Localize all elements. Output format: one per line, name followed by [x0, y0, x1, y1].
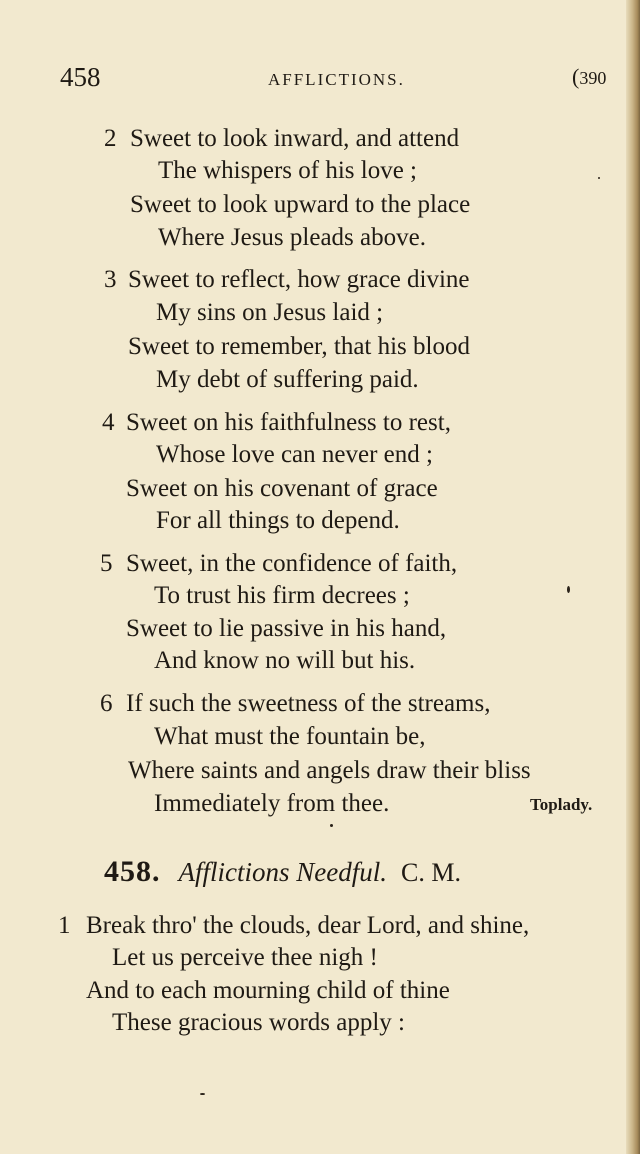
stanza-number: 3 [104, 266, 117, 293]
hymn-heading [104, 855, 461, 889]
stanza-number: 1 [58, 912, 71, 939]
stanza-line: And to each mourning child of thine [86, 977, 450, 1004]
running-title: AFFLICTIONS. [268, 70, 405, 89]
page-header [0, 62, 640, 102]
ink-speck [330, 824, 333, 827]
stanza-line: For all things to depend. [156, 507, 400, 534]
stanza-line: Sweet, in the confidence of faith, [126, 550, 458, 577]
hymn-title: Afflictions Needful. [178, 857, 387, 887]
stanza-line: To trust his firm decrees ; [154, 582, 410, 609]
page-edge [626, 0, 640, 1154]
stanza-number: 6 [100, 690, 113, 717]
stanza-line: Where Jesus pleads above. [158, 224, 426, 251]
stanza-line: And know no will but his. [154, 647, 416, 674]
stanza-line: Sweet on his faithfulness to rest, [126, 409, 451, 436]
ink-speck [567, 586, 570, 593]
hymn-meter: C. M. [400, 858, 461, 887]
stanza-line: Sweet to remember, that his blood [128, 333, 470, 360]
stanza-line: Sweet to look upward to the place [130, 191, 471, 218]
stanza-line: Whose love can never end ; [156, 441, 433, 468]
author-attribution: Toplady. [530, 795, 593, 814]
stanza-number: 2 [104, 125, 117, 152]
stanza-number: 4 [102, 409, 115, 436]
stanza-line: Let us perceive thee nigh ! [112, 944, 378, 971]
stanza-line: Immediately from thee. [154, 790, 390, 817]
ink-speck [200, 1093, 205, 1095]
stanza-line: These gracious words apply : [112, 1009, 405, 1036]
hymn-reference [572, 64, 606, 90]
stanza-line: Break thro' the clouds, dear Lord, and shine, [86, 912, 530, 939]
hymn-number: 458. [104, 855, 161, 888]
stanza-line: What must the fountain be, [154, 723, 426, 750]
page-number: 458 [60, 62, 101, 92]
stanza-line: Where saints and angels draw their bliss [128, 757, 531, 784]
stanza-line: Sweet to lie passive in his hand, [126, 615, 447, 642]
ink-speck [598, 177, 600, 179]
stanza-line: Sweet on his covenant of grace [126, 475, 438, 502]
hymn-ref-number: 390 [579, 68, 607, 88]
stanza-line: My debt of suffering paid. [156, 366, 419, 393]
stanza-line: If such the sweetness of the streams, [126, 690, 491, 717]
stanza-number: 5 [100, 550, 113, 577]
stanza-line: My sins on Jesus laid ; [156, 299, 384, 326]
stanza-line: Sweet to reflect, how grace divine [128, 266, 470, 293]
stanza-line: Sweet to look inward, and attend [130, 125, 460, 152]
hymn-ref-bracket: ( [572, 64, 580, 89]
stanza-line: The whispers of his love ; [158, 157, 417, 184]
